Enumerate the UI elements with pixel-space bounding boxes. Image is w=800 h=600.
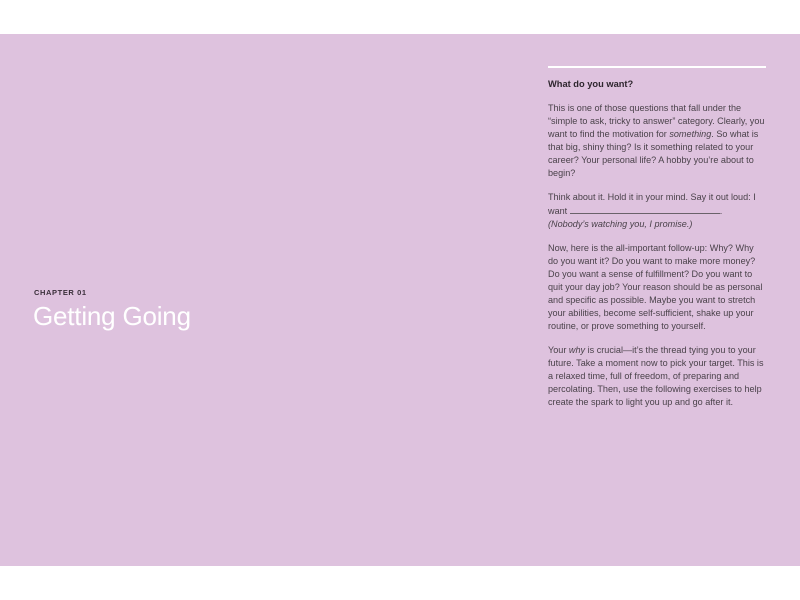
chapter-header [33,288,191,331]
p4-emphasis: why [568,345,586,355]
fill-in-blank [570,204,720,214]
section-heading: What do you want? [548,79,634,89]
p2-emphasis: (Nobody’s watching you, I promise.) [548,219,693,229]
p4-text-b: is crucial—it’s the thread tying you to your future. Take a moment now to pick your target. This is a relaxed time, full of freedom, of preparing and percolating. Then, use the following exercises to help create the spark to light you up and go after it. [548,345,764,407]
paragraph-1 [548,102,766,180]
p2-text-a: Think about it. Hold it in your mind. Say it out loud: I want [548,192,756,216]
p1-text-b: . So what is that big, shiny thing? Is it something related to your career? Your personal life? A hobby you’re about to begin? [548,129,759,178]
p4-text-a: Your [548,345,569,355]
p2-period: . [719,206,723,216]
book-spread [0,34,800,566]
top-rule [548,66,766,68]
paragraph-4 [548,344,766,409]
chapter-title: Getting Going [33,301,191,331]
text-column [548,66,766,420]
paragraph-3: Now, here is the all-important follow-up: Why? Why do you want it? Do you want to make more money? Do you want a sense of fulfillment? Do you want to quit your day job? Your reason should be as personal and specific as possible. Maybe you want to stretch your abilities, become self-sufficient, shake up your routine, or prove something to yourself. [548,243,763,331]
p1-text-a: This is one of those questions that fall under the “simple to ask, tricky to answer” category. Clearly, you want to find the motivation for [548,103,765,139]
p1-emphasis: something [669,129,712,139]
paragraph-2 [548,191,766,231]
chapter-label: CHAPTER 01 [34,288,87,297]
